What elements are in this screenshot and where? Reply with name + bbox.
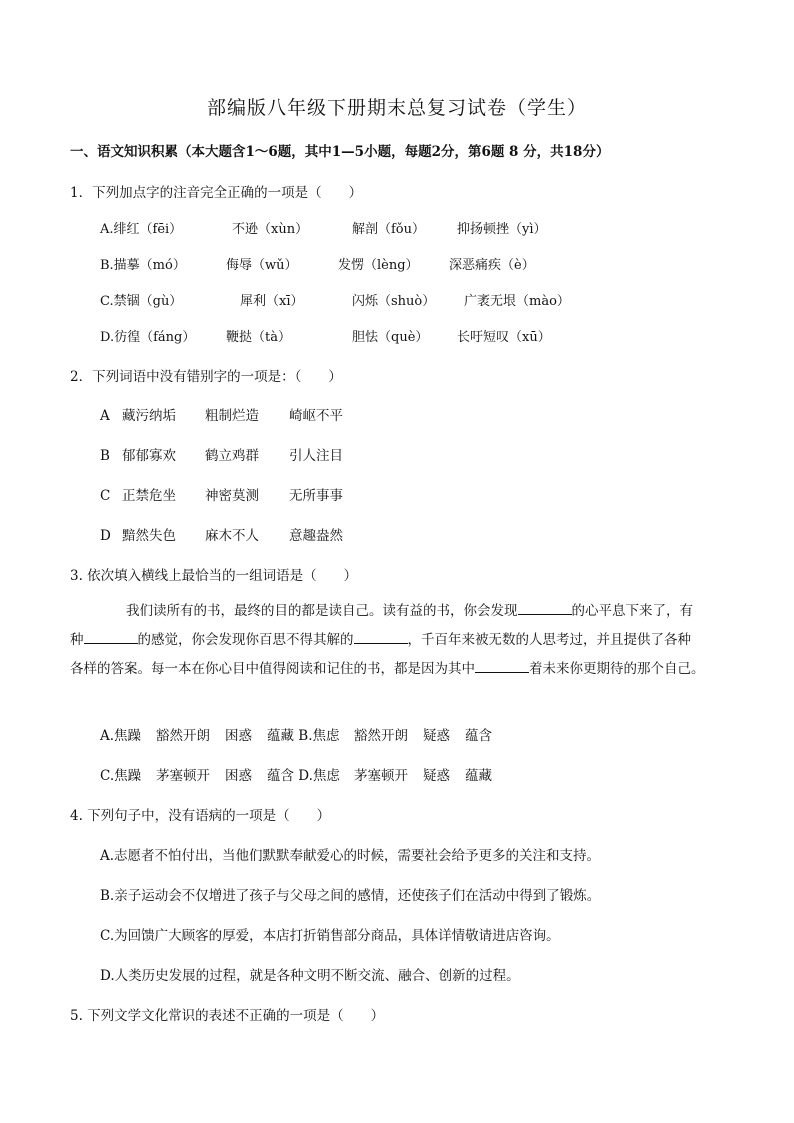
q3-option-item: 豁然开朗 xyxy=(354,728,408,744)
q1-option-b-1: B.描摹（mó） xyxy=(100,258,186,273)
q2-word: 麻木不人 xyxy=(205,528,259,544)
question-2-stem: 2．下列词语中没有错别字的一项是：（ ） xyxy=(70,369,342,385)
q2-word: 鹤立鸡群 xyxy=(205,448,259,464)
question-5-stem: 5. 下列文学文化常识的表述不正确的一项是（ ） xyxy=(70,1008,385,1024)
q2-option-a xyxy=(100,404,343,424)
passage-text: 我们读所有的书，最终的目的都是读自己。读有益的书，你会发现 xyxy=(126,603,518,619)
q2-word: 郁郁寡欢 xyxy=(122,448,176,464)
q4-option-b: B.亲子运动会不仅增进了孩子与父母之间的感情，还使孩子们在活动中得到了锻炼。 xyxy=(100,888,601,904)
page-title: 部编版八年级下册期末总复习试卷（学生） xyxy=(206,97,587,119)
fill-blank-3 xyxy=(354,629,408,644)
passage-text: 的心平息下来了，有 xyxy=(571,603,693,619)
q1-option-d-2: 鞭挞（tà） xyxy=(226,330,291,345)
q2-option-c xyxy=(100,484,343,504)
q2-option-letter: D xyxy=(100,528,111,544)
q1-option-d-1: D.彷徨（fáng） xyxy=(100,330,196,345)
q2-option-letter: A xyxy=(100,408,110,424)
q3-option-item: 茅塞顿开 xyxy=(156,768,210,784)
q2-word: 藏污纳垢 xyxy=(122,408,176,424)
passage-line-2 xyxy=(70,626,730,655)
q2-option-letter: B xyxy=(100,448,110,464)
q1-option-b-2: 侮辱（wǔ） xyxy=(226,258,298,273)
passage-line-1 xyxy=(70,597,730,626)
q2-option-b xyxy=(100,444,343,464)
q1-option-b-3: 发愣（lèng） xyxy=(338,258,419,273)
section-heading: 一、语文知识积累（本大题含1～6题，其中1—5小题，每题2分，第6题 8 分，共18分） xyxy=(70,144,610,160)
q3-option-item: 茅塞顿开 xyxy=(354,768,408,784)
passage-text: 种 xyxy=(70,632,84,648)
passage-text: 各样的答案。每一本在你心目中值得阅读和记住的书，都是因为其中 xyxy=(70,661,475,677)
q2-word: 意趣盎然 xyxy=(289,528,343,544)
q1-option-a-2: 不逊（xùn） xyxy=(232,222,309,237)
q2-word: 粗制烂造 xyxy=(205,408,259,424)
passage-line-3 xyxy=(70,655,730,684)
q3-option-item: 豁然开朗 xyxy=(156,728,210,744)
q3-option-item: 蕴含 xyxy=(465,728,492,744)
q3-option-item: 疑惑 xyxy=(423,728,450,744)
q4-option-a: A.志愿者不怕付出，当他们默默奉献爱心的时候，需要社会给予更多的关注和支持。 xyxy=(100,848,601,864)
q3-option-item: 蕴藏 xyxy=(465,768,492,784)
q1-option-d-3: 胆怯（què） xyxy=(352,330,429,345)
q4-option-c: C.为回馈广大顾客的厚爱，本店打折销售部分商品，具体详情敬请进店咨询。 xyxy=(100,928,560,944)
q1-option-c-1: C.禁锢（gù） xyxy=(100,294,183,309)
q3-option-item: 疑惑 xyxy=(423,768,450,784)
passage-text: 的感觉，你会发现你百思不得其解的 xyxy=(137,632,354,648)
question-1-stem: 1．下列加点字的注音完全正确的一项是（ ） xyxy=(70,185,363,201)
q1-option-a-4: 抑扬顿挫（yì） xyxy=(457,222,547,237)
q2-word: 引人注目 xyxy=(289,448,343,464)
question-4-stem: 4. 下列句子中，没有语病的一项是（ ） xyxy=(70,808,331,824)
q1-option-c-2: 犀利（xī） xyxy=(240,294,304,309)
passage-text: ，千百年来被无数的人思考过，并且提供了各种 xyxy=(407,632,691,648)
q1-option-a-3: 解剖（fǒu） xyxy=(352,222,426,237)
fill-blank-1 xyxy=(518,600,572,615)
question-3-passage xyxy=(70,597,730,684)
q3-option-item: 困惑 xyxy=(225,728,252,744)
question-3-stem: 3. 依次填入横线上最恰当的一组词语是（ ） xyxy=(70,568,358,584)
q1-option-a-1: A.绯红（fēi） xyxy=(100,222,183,237)
q1-option-b-4: 深恶痛疾（è） xyxy=(449,258,535,273)
q3-options-row-1 xyxy=(100,724,492,744)
q3-option-item: 蕴含 D.焦虑 xyxy=(267,768,340,784)
fill-blank-2 xyxy=(84,629,138,644)
q1-option-c-4: 广袤无垠（mào） xyxy=(464,294,570,309)
passage-text: 着未来你更期待的那个自己。 xyxy=(529,661,705,677)
q4-option-d: D.人类历史发展的过程，就是各种文明不断交流、融合、创新的过程。 xyxy=(100,968,520,984)
q1-option-d-4: 长吁短叹（xū） xyxy=(457,330,551,345)
fill-blank-4 xyxy=(475,658,529,673)
q2-option-d xyxy=(100,524,343,544)
q3-option-item: C.焦躁 xyxy=(100,768,142,784)
q3-option-item: A.焦躁 xyxy=(100,728,142,744)
q1-option-c-3: 闪烁（shuò） xyxy=(352,294,436,309)
q2-option-letter: C xyxy=(100,488,111,504)
q3-option-item: 蕴藏 B.焦虑 xyxy=(267,728,340,744)
q2-word: 正禁危坐 xyxy=(122,488,176,504)
q3-options-row-2 xyxy=(100,764,492,784)
q3-option-item: 困惑 xyxy=(225,768,252,784)
q2-word: 崎岖不平 xyxy=(289,408,343,424)
q2-word: 无所事事 xyxy=(289,488,343,504)
q2-word: 黯然失色 xyxy=(122,528,176,544)
q2-word: 神密莫测 xyxy=(205,488,259,504)
